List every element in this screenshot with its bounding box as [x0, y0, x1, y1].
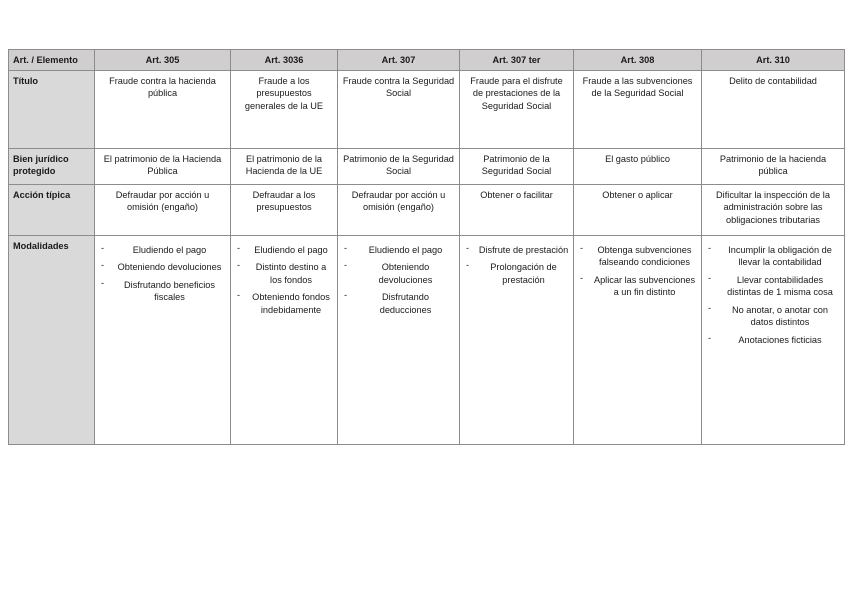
comparison-table [8, 49, 845, 445]
row-label: Modalidades [9, 236, 95, 445]
list-item-text: Llevar contabilidades distintas de 1 misma cosa [727, 274, 833, 298]
list-item-text: Eludiendo el pago [132, 245, 207, 255]
list-item [464, 261, 569, 286]
list-item [99, 279, 226, 304]
header-cell: Art. 307 ter [460, 50, 574, 71]
list-item [342, 244, 455, 256]
header-cell: Art. 305 [95, 50, 231, 71]
header-cell: Art. 308 [574, 50, 702, 71]
table-cell [460, 236, 574, 445]
table-cell [574, 236, 702, 445]
table-cell: El patrimonio de la Hacienda Pública [95, 149, 231, 185]
list-item [578, 244, 697, 269]
bullet-dash: - [237, 260, 241, 271]
table-cell: Fraude a los presupuestos generales de la UE [231, 71, 338, 149]
modalidades-list [99, 244, 226, 304]
table-cell: Patrimonio de la hacienda pública [702, 149, 845, 185]
list-item-text: Prolongación de prestación [490, 262, 557, 285]
list-item-text: Obtenga subvenciones falseando condiciones [597, 245, 692, 268]
bullet-dash: - [237, 290, 241, 301]
modalidades-list [706, 244, 840, 346]
table-cell: Defraudar por acción u omisión (engaño) [95, 185, 231, 236]
list-item-text: Disfrute de prestación [478, 245, 569, 255]
table-cell [702, 236, 845, 445]
list-item [99, 261, 226, 273]
table-cell: Fraude contra la Seguridad Social [338, 71, 460, 149]
bullet-dash: - [344, 290, 348, 301]
list-item-text: Eludiendo el pago [254, 245, 328, 255]
list-item [235, 261, 333, 286]
list-item [99, 244, 226, 256]
list-item [342, 291, 455, 316]
list-item-text: Obteniendo devoluciones [117, 262, 222, 273]
header-cell: Art. 310 [702, 50, 845, 71]
modalidades-list [235, 244, 333, 316]
list-item-text: Disfrutando deducciones [379, 292, 432, 315]
list-item-text: Obteniendo fondos indebidamente [252, 292, 330, 315]
list-item [235, 291, 333, 316]
bullet-dash: - [708, 302, 712, 313]
table-cell: Obtener o aplicar [574, 185, 702, 236]
list-item [342, 261, 455, 286]
row-label: Título [9, 71, 95, 149]
table-row-titulo [9, 71, 845, 149]
bullet-dash: - [101, 243, 105, 253]
bullet-dash: - [344, 243, 348, 253]
table-row-bien-juridico [9, 149, 845, 185]
row-label: Acción típica [9, 185, 95, 236]
table-header-row [9, 50, 845, 71]
table-cell: Patrimonio de la Seguridad Social [460, 149, 574, 185]
list-item [706, 244, 840, 269]
list-item [706, 334, 840, 346]
table-cell: Dificultar la inspección de la administración sobre las obligaciones tributarias [702, 185, 845, 236]
bullet-dash: - [466, 243, 470, 253]
list-item [235, 244, 333, 256]
table-cell: Defraudar a los presupuestos [231, 185, 338, 236]
bullet-dash: - [101, 260, 105, 271]
list-item [578, 274, 697, 299]
header-cell: Art. 307 [338, 50, 460, 71]
table-cell [338, 236, 460, 445]
list-item [464, 244, 569, 256]
table-cell [231, 236, 338, 445]
modalidades-list [464, 244, 569, 286]
table-cell: Obtener o facilitar [460, 185, 574, 236]
list-item-text: No anotar, o anotar con datos distintos [731, 304, 829, 328]
table-cell [95, 236, 231, 445]
bullet-dash: - [237, 243, 241, 253]
table-cell: Patrimonio de la Seguridad Social [338, 149, 460, 185]
table-cell: El patrimonio de la Hacienda de la UE [231, 149, 338, 185]
bullet-dash: - [708, 272, 712, 283]
bullet-dash: - [708, 332, 712, 343]
table-cell: El gasto público [574, 149, 702, 185]
row-label: Bien jurídico protegido [9, 149, 95, 185]
list-item-text: Obteniendo devoluciones [378, 262, 433, 285]
list-item-text: Incumplir la obligación de llevar la contabilidad [728, 245, 832, 268]
bullet-dash: - [580, 243, 584, 253]
bullet-dash: - [708, 243, 712, 253]
header-cell: Art. 3036 [231, 50, 338, 71]
table-cell: Fraude a las subvenciones de la Seguridad Social [574, 71, 702, 149]
list-item [706, 304, 840, 329]
bullet-dash: - [101, 277, 105, 288]
table-cell: Fraude contra la hacienda pública [95, 71, 231, 149]
table-row-accion-tipica [9, 185, 845, 236]
table-cell: Defraudar por acción u omisión (engaño) [338, 185, 460, 236]
table-cell: Fraude para el disfrute de prestaciones de la Seguridad Social [460, 71, 574, 149]
list-item-text: Eludiendo el pago [368, 245, 443, 255]
bullet-dash: - [580, 272, 584, 283]
list-item-text: Distinto destino a los fondos [255, 262, 327, 285]
list-item-text: Aplicar las subvenciones a un fin distinto [593, 274, 696, 298]
bullet-dash: - [344, 260, 348, 271]
list-item-text: Anotaciones ficticias [738, 334, 822, 345]
modalidades-list [578, 244, 697, 299]
table-cell: Delito de contabilidad [702, 71, 845, 149]
list-item [706, 274, 840, 299]
header-cell: Art. / Elemento [9, 50, 95, 71]
table-row-modalidades [9, 236, 845, 445]
list-item-text: Disfrutando beneficios fiscales [124, 279, 215, 303]
bullet-dash: - [466, 260, 470, 271]
modalidades-list [342, 244, 455, 316]
